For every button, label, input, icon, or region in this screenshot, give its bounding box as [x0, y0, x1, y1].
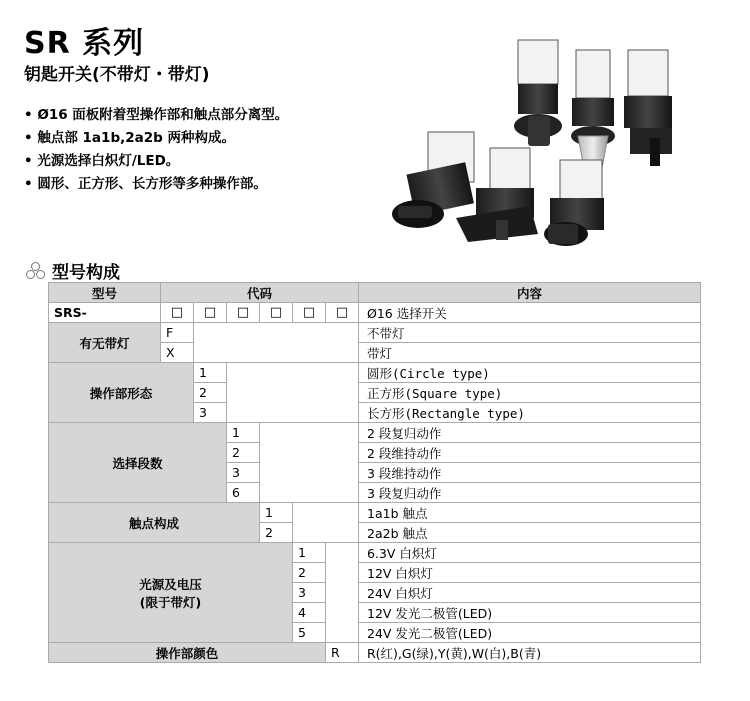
desc-cell: 1a1b 触点	[359, 503, 701, 523]
header-code: 代码	[161, 283, 359, 303]
code-cell: X	[161, 343, 194, 363]
code-cell: 1	[260, 503, 293, 523]
desc-cell: 12V 发光二极管(LED)	[359, 603, 701, 623]
header-content: 内容	[359, 283, 701, 303]
group-operator-label: 操作部形态	[49, 363, 194, 423]
desc-cell: 24V 白炽灯	[359, 583, 701, 603]
page-title: SR 系列	[24, 26, 145, 61]
desc-cell: 不带灯	[359, 323, 701, 343]
table-row	[49, 363, 701, 383]
feature-item: • 光源选择白炽灯/LED。	[24, 150, 288, 173]
code-cell: 2	[194, 383, 227, 403]
switch-front-right	[544, 160, 604, 246]
table-row	[49, 323, 701, 343]
table-row	[49, 503, 701, 523]
table-row	[49, 303, 701, 323]
desc-cell: 2 段维持动作	[359, 443, 701, 463]
code-box: □	[194, 303, 227, 323]
group-color-label: 操作部颜色	[49, 643, 326, 663]
desc-cell: 2 段复归动作	[359, 423, 701, 443]
desc-cell: 2a2b 触点	[359, 523, 701, 543]
code-cell: 6	[227, 483, 260, 503]
code-box: □	[293, 303, 326, 323]
desc-cell: 长方形(Rectangle type)	[359, 403, 701, 423]
model-prefix: SRS-	[49, 303, 161, 323]
desc-cell: 3 段维持动作	[359, 463, 701, 483]
circles-icon	[26, 262, 46, 280]
section-heading	[26, 258, 120, 283]
table-row	[49, 543, 701, 563]
code-cell: 3	[194, 403, 227, 423]
code-cell: R	[326, 643, 359, 663]
table-row	[49, 643, 701, 663]
desc-cell: R(红),G(绿),Y(黄),W(白),B(青)	[359, 643, 701, 663]
code-cell: 3	[227, 463, 260, 483]
code-cell: 2	[227, 443, 260, 463]
group-light-label-line1: 光源及电压	[139, 576, 202, 592]
group-position-label: 选择段数	[49, 423, 227, 503]
group-contact-label: 触点构成	[49, 503, 260, 543]
code-cell: 1	[227, 423, 260, 443]
group-light-label-line2: (限于带灯)	[139, 594, 202, 610]
desc-cell: 正方形(Square type)	[359, 383, 701, 403]
section-title: 型号构成	[52, 263, 120, 283]
switch-front-left	[392, 132, 474, 228]
code-cell: 2	[293, 563, 326, 583]
code-cell: 1	[293, 543, 326, 563]
header-model: 型号	[49, 283, 161, 303]
table-header-row	[49, 283, 701, 303]
table-row	[49, 423, 701, 443]
code-cell: 4	[293, 603, 326, 623]
code-box: □	[161, 303, 194, 323]
feature-item: • 圆形、正方形、长方形等多种操作部。	[24, 173, 288, 196]
code-cell: 5	[293, 623, 326, 643]
group-light-label	[49, 543, 293, 643]
desc-cell: 圆形(Circle type)	[359, 363, 701, 383]
switch-back-mid	[571, 50, 615, 168]
model-code-table	[48, 282, 701, 663]
code-box: □	[326, 303, 359, 323]
desc-cell: 带灯	[359, 343, 701, 363]
code-box: □	[227, 303, 260, 323]
desc-cell: 12V 白炽灯	[359, 563, 701, 583]
desc-cell: 24V 发光二极管(LED)	[359, 623, 701, 643]
switch-back-right	[624, 50, 672, 166]
code-cell: 2	[260, 523, 293, 543]
feature-item: • 触点部 1a1b,2a2b 两种构成。	[24, 127, 288, 150]
code-cell: 3	[293, 583, 326, 603]
desc-cell: 6.3V 白炽灯	[359, 543, 701, 563]
code-cell: F	[161, 323, 194, 343]
switch-back-left	[514, 40, 562, 146]
model-desc: Ø16 选择开关	[359, 303, 701, 323]
group-lamp-label: 有无带灯	[49, 323, 161, 363]
page-subtitle: 钥匙开关(不带灯・带灯)	[24, 65, 210, 85]
feature-item: • Ø16 面板附着型操作部和触点部分离型。	[24, 104, 288, 127]
code-cell: 1	[194, 363, 227, 383]
feature-list	[24, 104, 288, 196]
desc-cell: 3 段复归动作	[359, 483, 701, 503]
product-photo	[380, 28, 715, 258]
code-box: □	[260, 303, 293, 323]
